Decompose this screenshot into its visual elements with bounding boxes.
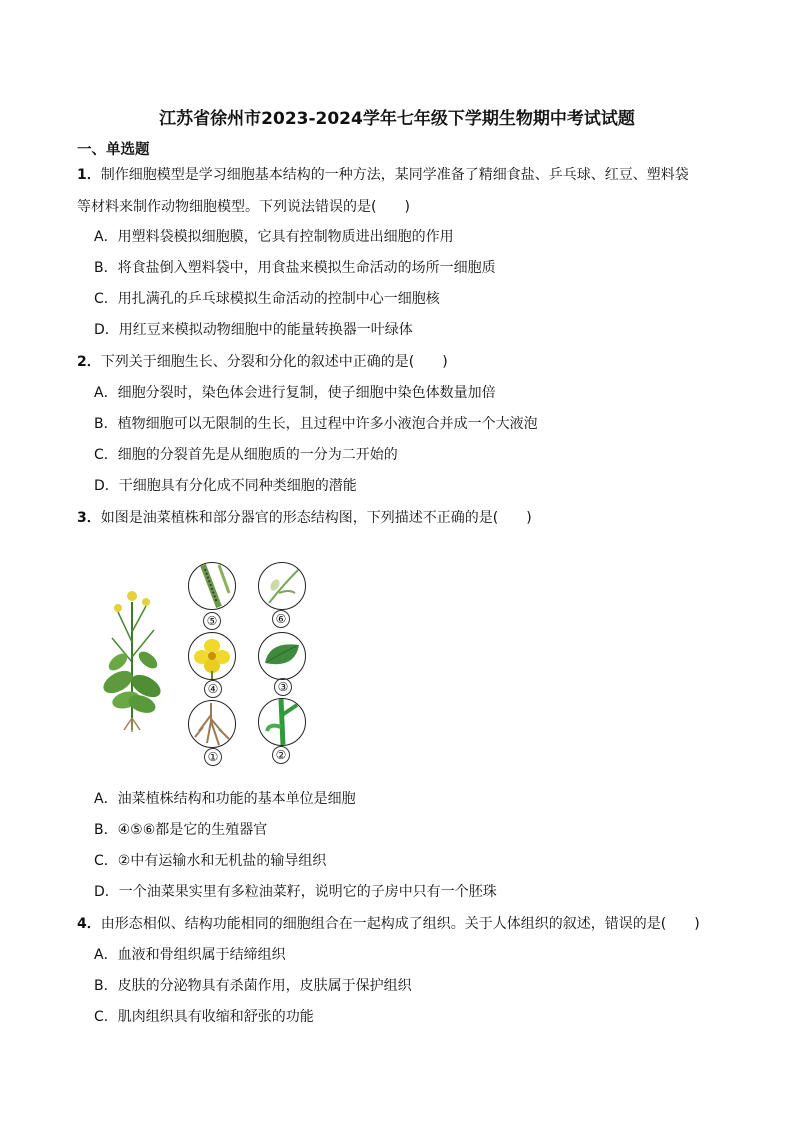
flower-icon [189, 633, 235, 679]
leaf-circle [258, 632, 306, 680]
question-number: 3． [77, 510, 101, 526]
question-2-option-d: D．干细胞具有分化成不同种类细胞的潜能 [94, 478, 357, 494]
question-2-option-c: C．细胞的分裂首先是从细胞质的一分为二开始的 [94, 447, 398, 463]
question-1-option-d: D．用红豆来模拟动物细胞中的能量转换器一叶绿体 [94, 322, 413, 338]
label-6: ⑥ [272, 610, 290, 628]
stem-icon [259, 699, 305, 745]
question-text: 由形态相似、结构功能相同的细胞组合在一起构成了组织。关于人体组织的叙述，错误的是( ) [100, 916, 700, 932]
question-1-line-2: 等材料来制作动物细胞模型。下列说法错误的是( ) [77, 199, 410, 215]
seed-circle [258, 562, 306, 610]
root-circle [188, 700, 236, 748]
question-3-option-b: B．④⑤⑥都是它的生殖器官 [94, 822, 268, 838]
label-3: ③ [274, 678, 292, 696]
fruit-circle [188, 562, 236, 610]
question-4-line-1 [77, 914, 700, 934]
question-3-option-a: A．油菜植株结构和功能的基本单位是细胞 [94, 791, 356, 807]
question-3-line-1 [77, 508, 532, 528]
question-1-option-c: C．用扎满孔的乒乓球模拟生命活动的控制中心一细胞核 [94, 291, 440, 307]
question-number: 1． [77, 167, 101, 183]
exam-title: 江苏省徐州市2023-2024学年七年级下学期生物期中考试试题 [159, 109, 635, 129]
question-2-line-1 [77, 352, 448, 372]
stem-circle [258, 698, 306, 746]
fruit-pod-icon [189, 563, 235, 609]
root-icon [189, 701, 235, 747]
question-number: 4． [77, 916, 101, 932]
question-4-option-b: B．皮肤的分泌物具有杀菌作用，皮肤属于保护组织 [94, 978, 412, 994]
question-3-option-d: D．一个油菜果实里有多粒油菜籽，说明它的子房中只有一个胚珠 [94, 884, 497, 900]
leaf-icon [259, 633, 305, 679]
question-2-option-b: B．植物细胞可以无限制的生长，且过程中许多小液泡合并成一个大液泡 [94, 416, 538, 432]
question-2-option-a: A．细胞分裂时，染色体会进行复制，使子细胞中染色体数量加倍 [94, 385, 496, 401]
question-number: 2． [77, 354, 101, 370]
question-text: 制作细胞模型是学习细胞基本结构的一种方法，某同学准备了精细食盐、乒乓球、红豆、塑料袋 [100, 167, 689, 183]
rapeseed-plant-icon [96, 582, 168, 732]
seed-branch-icon [259, 563, 305, 609]
question-4-option-a: A．血液和骨组织属于结缔组织 [94, 947, 286, 963]
flower-circle [188, 632, 236, 680]
question-4-option-c: C．肌肉组织具有收缩和舒张的功能 [94, 1009, 314, 1025]
question-1-line-1 [77, 165, 689, 185]
question-text: 如图是油菜植株和部分器官的形态结构图，下列描述不正确的是( ) [100, 510, 532, 526]
label-5: ⑤ [203, 612, 221, 630]
question-3-option-c: C．②中有运输水和无机盐的输导组织 [94, 853, 327, 869]
rapeseed-plant-figure [92, 556, 322, 768]
label-2: ② [272, 746, 290, 764]
section-heading: 一、单选题 [77, 142, 150, 158]
question-1-option-b: B．将食盐倒入塑料袋中，用食盐来模拟生命活动的场所一细胞质 [94, 260, 496, 276]
question-text: 下列关于细胞生长、分裂和分化的叙述中正确的是( ) [100, 354, 448, 370]
question-1-option-a: A．用塑料袋模拟细胞膜，它具有控制物质进出细胞的作用 [94, 229, 454, 245]
label-1: ① [204, 748, 222, 766]
label-4: ④ [204, 680, 222, 698]
